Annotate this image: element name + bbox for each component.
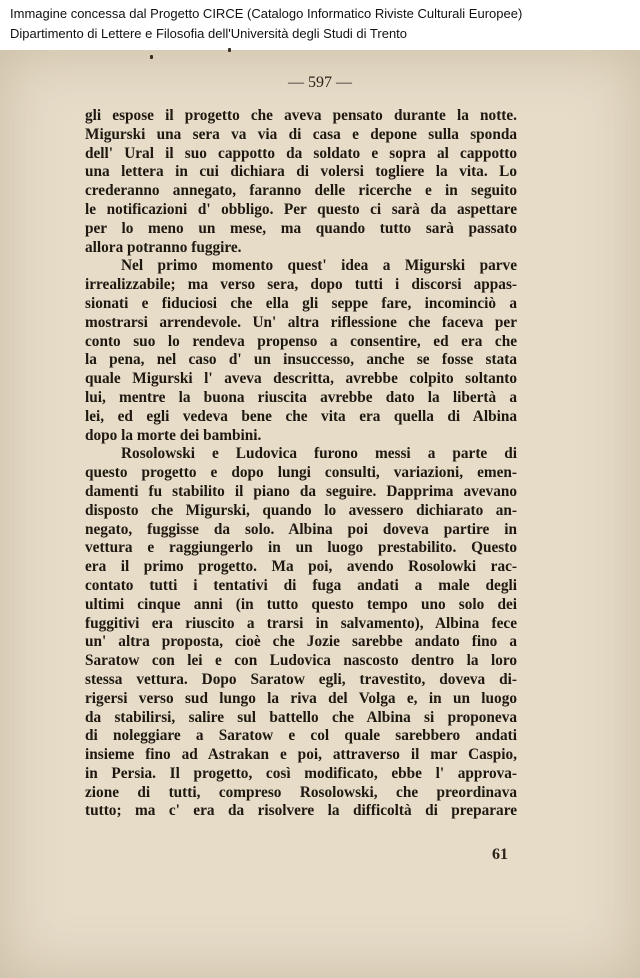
- body-text: [85, 107, 517, 821]
- text-line: damenti fu stabilito il piano da seguire. Dapprima avevano: [85, 482, 517, 500]
- text-line: lei, ed egli vedeva bene che vita era quella di Albina: [85, 407, 517, 425]
- text-line: vettura e raggiungerlo in un luogo prestabilito. Questo: [85, 539, 517, 557]
- speck-mark: [150, 55, 153, 59]
- text-line: conto suo lo rendeva propenso a consentire, ed era che: [85, 332, 517, 350]
- text-line: tutto; ma c' era da risolvere la difficoltà di preparare: [85, 802, 517, 820]
- text-line: zione di tutti, compreso Rosolowski, che preordinava: [85, 783, 517, 801]
- text-line: fuggitivi era riuscito a trarsi in salvamento), Albina fece: [85, 614, 517, 632]
- speck-mark: [228, 48, 231, 52]
- scanned-page: [0, 50, 640, 978]
- page-footer-number: 61: [492, 846, 508, 863]
- image-credit: [0, 0, 640, 50]
- text-line: crederanno annegato, faranno delle ricerche e in seguito: [85, 182, 517, 200]
- text-line: Nel primo momento quest' idea a Migurski parve: [121, 257, 517, 275]
- text-line: stessa vettura. Dopo Saratow egli, travestito, doveva di-: [85, 670, 517, 688]
- text-line: allora potranno fuggire.: [85, 238, 242, 256]
- text-line: Saratow con lei e con Ludovica nascosto dentro la loro: [85, 652, 517, 670]
- text-line: rigersi verso sud lungo la riva del Volga e, in un luogo: [85, 689, 517, 707]
- text-line: Migurski una sera va via di casa e depone sulla sponda: [85, 125, 517, 143]
- text-line: la pena, nel caso d' un insuccesso, anche se fosse stata: [85, 351, 517, 369]
- page-header-number: — 597 —: [288, 74, 352, 91]
- text-line: sionati e fiduciosi che ella gli seppe fare, incominciò a: [85, 294, 517, 312]
- text-line: gli espose il progetto che aveva pensato durante la notte.: [85, 107, 517, 124]
- text-line: era il primo progetto. Ma poi, avendo Rosolowki rac-: [85, 558, 517, 576]
- text-line: negato, fuggisse da solo. Albina poi doveva partire in: [85, 520, 517, 538]
- text-line: una lettera in cui dichiara di volersi togliere la vita. Lo: [85, 163, 517, 181]
- text-line: di noleggiare a Saratow e col quale sarebbero andati: [85, 727, 517, 745]
- text-line: contato tutti i tentativi di fuga andati a male degli: [85, 576, 517, 594]
- text-line: mostrarsi arrendevole. Un' altra riflessione che faceva per: [85, 313, 517, 331]
- credit-line-2: Dipartimento di Lettere e Filosofia dell'Università degli Studi di Trento: [10, 26, 408, 41]
- text-line: lui, mentre la buona riuscita avrebbe dato la libertà a: [85, 388, 517, 406]
- text-line: le notificazioni d' obbligo. Per questo ci sarà da aspettare: [85, 200, 517, 218]
- text-line: ultimi cinque anni (in tutto questo tempo uno solo dei: [85, 595, 517, 613]
- text-line: un' altra proposta, cioè che Jozie sarebbe andato fino a: [85, 633, 517, 651]
- text-line: dell' Ural il suo cappotto da soldato e sopra al cappotto: [85, 144, 517, 162]
- text-line: insieme fino ad Astrakan e poi, attraverso il mar Caspio,: [85, 746, 517, 764]
- text-line: da stabilirsi, salire sul battello che Albina si proponeva: [85, 708, 517, 726]
- text-line: per lo meno un mese, ma quando tutto sarà passato: [85, 219, 517, 237]
- credit-line-1: Immagine concessa dal Progetto CIRCE (Catalogo Informatico Riviste Culturali Europee): [10, 6, 523, 21]
- text-line: questo progetto e dopo lungi consulti, variazioni, emen-: [85, 464, 517, 482]
- text-line: quale Migurski l' aveva descritta, avrebbe colpito soltanto: [85, 370, 517, 388]
- text-line: dopo la morte dei bambini.: [85, 426, 262, 444]
- text-line: in Persia. Il progetto, così modificato, ebbe l' approva-: [85, 764, 517, 782]
- text-line: Rosolowski e Ludovica furono messi a parte di: [121, 445, 517, 463]
- text-line: irrealizzabile; ma verso sera, dopo tutti i discorsi appas-: [85, 276, 517, 294]
- text-line: disposto che Migurski, quando lo avessero dichiarato an-: [85, 501, 517, 519]
